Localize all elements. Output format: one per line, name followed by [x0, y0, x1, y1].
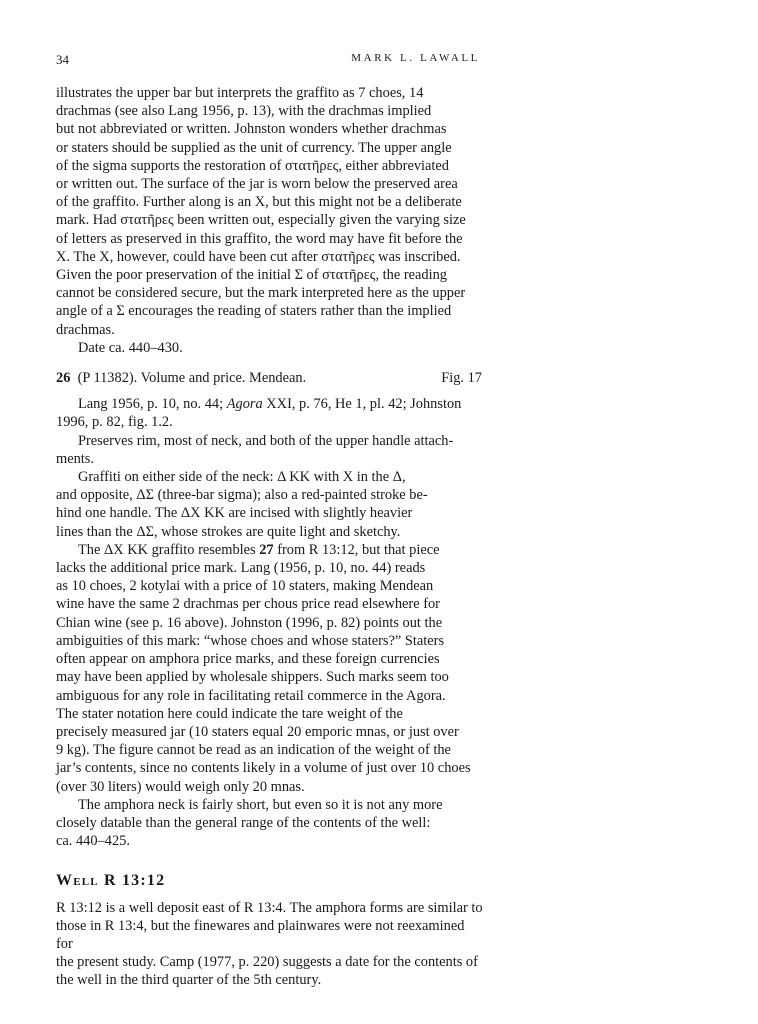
figure-reference: Fig. 17 — [441, 370, 482, 387]
catalog-title: (P 11382). Volume and price. Mendean. — [77, 370, 307, 387]
page-body — [56, 84, 482, 990]
section-paragraph: R 13:12 is a well deposit east of R 13:4. The amphora forms are similar to those in R 13:4, but the finewares and plainwares were not reexamined for the present study. Camp (1977, p. 220) suggests a date for the contents of the well in the third quarter of the 5th century. — [56, 899, 483, 989]
preservation-note: Preserves rim, most of neck, and both of the upper handle attach- ments. — [56, 432, 454, 467]
comparison-paragraph: The ΔX KK graffito resembles 27 from R 13:12, but that piece lacks the additional price mark. Lang (1956, p. 10, no. 44) reads as 10 choes, 2 kotylai with a price of 10 staters, making Mendean wine have the same 2 drachmas per chous price read elsewhere for Chian wine (see p. 16 above). Johnston (1996, p. 82) points out the ambiguities of this mark: “whose choes and whose staters?” Staters often appear on amphora price marks, and these foreign currencies may have been applied by wholesale shippers. Such marks seem too ambiguous for any role in facilitating retail commerce in the Agora. The stater notation here could indicate the tare weight of the precisely measured jar (10 staters equal 20 emporic mnas, or just over 9 kg). The figure cannot be read as an indication of the weight of the jar’s contents, since no contents likely in a volume of just over 10 choes (over 30 liters) would weigh only 20 mnas. — [56, 541, 471, 795]
paragraph-graffito-interpretation: illustrates the upper bar but interprets the graffito as 7 choes, 14 drachmas (see also Lang 1956, p. 13), with the drachmas implied but not abbreviated or written. Johnston wonders whether drachmas or staters should be supplied as the unit of currency. The upper angle of the sigma supports the restoration of στατῆρες, either abbreviated or written out. The surface of the jar is worn below the preserved area of the graffito. Further along is an X, but this might not be a deliberate mark. Had στατῆρες been written out, especially given the varying size of letters as preserved in this graffito, the word may have fit before the X. The X, however, could have been cut after στατῆρες was inscribed. Given the poor preservation of the initial Σ of στατῆρες, the reading cannot be considered secure, but the mark interpreted here as the upper angle of a Σ encourages the reading of staters rather than the implied drachmas. — [56, 85, 466, 338]
graffiti-description: Graffiti on either side of the neck: Δ KK with X in the Δ, and opposite, ΔΣ (three-bar sigma); also a red-painted stroke be- hind one handle. The ΔX KK are incised with slightly heavier lines than the ΔΣ, whose strokes are quite light and sketchy. — [56, 469, 428, 540]
dating-paragraph: The amphora neck is fairly short, but even so it is not any more closely datable than the general range of the contents of the well: ca. 440–425. — [56, 796, 443, 850]
page-number: 34 — [56, 52, 69, 67]
catalog-entry-heading — [56, 369, 482, 387]
date-line: Date ca. 440–430. — [78, 339, 183, 356]
bibliography: Lang 1956, p. 10, no. 44; Agora XXI, p. 76, He 1, pl. 42; Johnston 1996, p. 82, fig. 1.2. — [56, 396, 462, 431]
running-head: MARK L. LAWALL — [351, 52, 480, 64]
catalog-number: 26 — [56, 370, 71, 387]
section-heading: Well R 13:12 — [56, 872, 166, 890]
